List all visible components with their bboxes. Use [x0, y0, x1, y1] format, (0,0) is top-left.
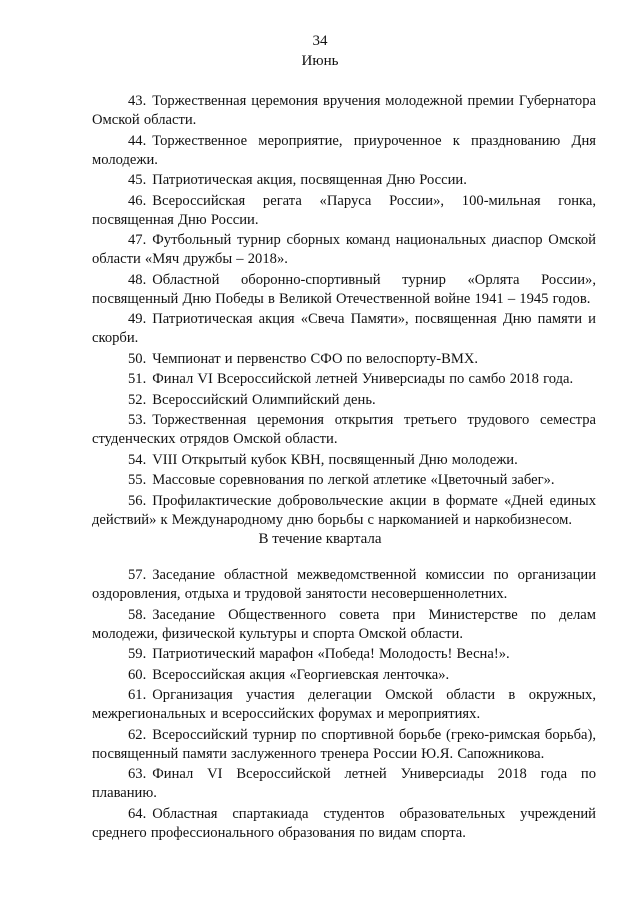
- list-item: 48. Областной оборонно-спортивный турнир «Орлята России», посвященный Дню Победы в Великой Отечественной войне 1941 – 1945 годов.: [92, 271, 596, 307]
- month-title: Июнь: [301, 53, 339, 69]
- june-event-list: [92, 92, 596, 531]
- list-item: 59. Патриотический марафон «Победа! Молодость! Весна!».: [128, 646, 510, 662]
- quarter-event-list: [92, 566, 596, 844]
- list-item: 51. Финал VI Всероссийской летней Универсиады по самбо 2018 года.: [128, 371, 574, 387]
- list-item: 43. Торжественная церемония вручения молодежной премии Губернатора Омской области.: [92, 93, 596, 128]
- list-item: 50. Чемпионат и первенство СФО по велоспорту-BMX.: [128, 350, 479, 367]
- list-item: 61. Организация участия делегации Омской области в окружных, межрегиональных и всероссийских форумах и мероприятиях.: [92, 687, 596, 722]
- list-item: 55. Массовые соревнования по легкой атлетике «Цветочный забег».: [128, 472, 555, 488]
- page-number: 34: [312, 33, 328, 49]
- list-item: 54. VIII Открытый кубок КВН, посвященный Дню молодежи.: [128, 451, 518, 468]
- list-item: 53. Торжественная церемония открытия третьего трудового семестра студенческих отрядов Омской области.: [92, 412, 596, 447]
- list-item: 63. Финал VI Всероссийской летней Универсиады 2018 года по плаванию.: [92, 766, 596, 801]
- list-item: 45. Патриотическая акция, посвященная Дню России.: [128, 172, 467, 188]
- list-item: 46. Всероссийская регата «Паруса России», 100-мильная гонка, посвященная Дню России.: [92, 192, 596, 228]
- list-item: 47. Футбольный турнир сборных команд национальных диаспор Омской области «Мяч дружбы – 2018».: [92, 232, 596, 267]
- list-item: 57. Заседание областной межведомственной комиссии по организации оздоровления, отдыха и трудовой занятости несовершеннолетних.: [92, 567, 596, 602]
- list-item: 44. Торжественное мероприятие, приуроченное к празднованию Дня молодежи.: [92, 132, 596, 168]
- list-item: 62. Всероссийский турнир по спортивной борьбе (греко-римская борьба), посвященный памяти заслуженного тренера России Ю.Я. Сапожникова.: [92, 726, 596, 762]
- list-item: 49. Патриотическая акция «Свеча Памяти», посвященная Дню памяти и скорби.: [92, 311, 596, 346]
- quarter-section-title: В течение квартала: [258, 531, 382, 547]
- list-item: 64. Областная спартакиада студентов образовательных учреждений среднего профессионального образования по видам спорта.: [92, 805, 596, 841]
- list-item: 58. Заседание Общественного совета при Министерстве по делам молодежи, физической культуры и спорта Омской области.: [92, 606, 596, 642]
- list-item: 52. Всероссийский Олимпийский день.: [128, 391, 376, 408]
- list-item: 56. Профилактические добровольческие акции в формате «Дней единых действий» к Международному дню борьбы с наркоманией и наркобизнесом.: [92, 492, 596, 528]
- list-item: 60. Всероссийская акция «Георгиевская ленточка».: [128, 666, 450, 683]
